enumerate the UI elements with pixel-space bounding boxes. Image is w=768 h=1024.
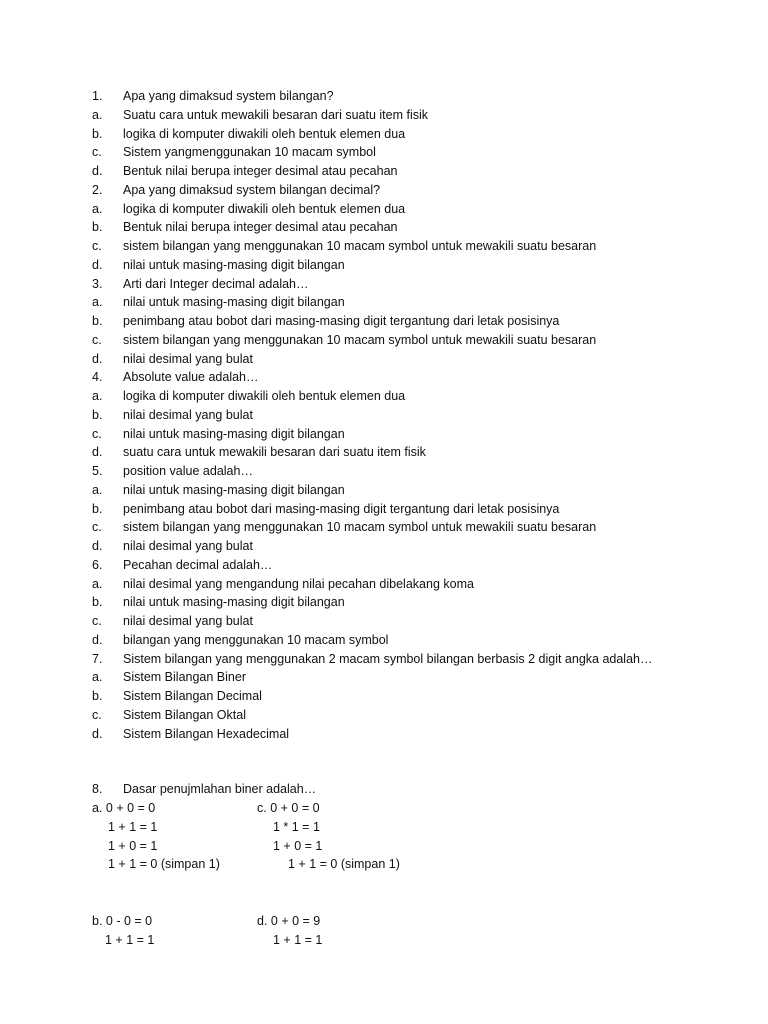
question-text: Apa yang dimaksud system bilangan?	[123, 89, 334, 103]
list-marker: 3.	[92, 276, 103, 291]
question-6	[92, 556, 712, 575]
option-a-block	[92, 799, 220, 874]
option-text: nilai untuk masing-masing digit bilangan	[123, 426, 345, 441]
option-text: Bentuk nilai berupa integer desimal atau pecahan	[123, 220, 398, 235]
answer-option	[92, 668, 712, 687]
question-text: Pecahan decimal adalah…	[123, 557, 273, 572]
option-text: nilai desimal yang bulat	[123, 407, 253, 422]
option-text: nilai desimal yang bulat	[123, 539, 253, 553]
answer-option	[92, 725, 712, 744]
answer-option	[92, 312, 712, 331]
option-text: penimbang atau bobot dari masing-masing digit tergantung dari letak posisinya	[123, 314, 560, 328]
answer-option	[92, 612, 712, 631]
list-marker: c.	[92, 614, 102, 628]
answer-option	[92, 443, 712, 462]
list-marker: a.	[92, 295, 103, 310]
answer-option	[92, 537, 712, 556]
answer-option	[92, 500, 712, 519]
list-marker: c.	[92, 520, 102, 535]
question-8-header	[92, 780, 712, 799]
list-marker: d.	[92, 351, 103, 366]
option-line: b. 0 - 0 = 0	[92, 914, 153, 928]
question-4	[92, 368, 712, 387]
list-marker: c.	[92, 707, 102, 722]
list-marker: c.	[92, 332, 102, 347]
list-marker: 5.	[92, 464, 103, 478]
question-text: Dasar penujmlahan biner adalah…	[123, 782, 317, 796]
list-marker: 7.	[92, 651, 103, 666]
option-line: 1 + 1 = 1	[273, 932, 323, 947]
option-text: Bentuk nilai berupa integer desimal atau pecahan	[123, 164, 398, 178]
option-line: a. 0 + 0 = 0	[92, 801, 156, 815]
answer-option	[92, 143, 712, 162]
option-text: nilai desimal yang bulat	[123, 351, 253, 366]
option-text: Sistem Bilangan Decimal	[123, 689, 262, 703]
answer-option	[92, 425, 712, 444]
option-d-block	[257, 912, 322, 950]
list-marker: b.	[92, 407, 103, 422]
option-text: sistem bilangan yang menggunakan 10 macam symbol untuk mewakili suatu besaran	[123, 239, 597, 253]
option-text: nilai desimal yang bulat	[123, 614, 253, 628]
list-marker: b.	[92, 314, 103, 328]
list-marker: d.	[92, 726, 103, 741]
answer-option	[92, 481, 712, 500]
list-marker: c.	[92, 239, 102, 253]
question-list	[92, 87, 712, 743]
list-marker: d.	[92, 539, 103, 553]
answer-option	[92, 125, 712, 144]
answer-option	[92, 575, 712, 594]
option-line: d. 0 + 0 = 9	[257, 914, 321, 928]
list-marker: d.	[92, 632, 103, 647]
list-marker: a.	[92, 576, 103, 591]
list-marker: 2.	[92, 182, 103, 197]
option-text: nilai untuk masing-masing digit bilangan	[123, 595, 345, 610]
answer-option	[92, 331, 712, 350]
list-marker: a.	[92, 107, 103, 122]
question-text: Apa yang dimaksud system bilangan decimal?	[123, 182, 381, 197]
answer-option	[92, 218, 712, 237]
option-text: logika di komputer diwakili oleh bentuk elemen dua	[123, 389, 406, 403]
answer-option	[92, 237, 712, 256]
list-marker: a.	[92, 482, 103, 497]
option-c-block	[257, 799, 400, 874]
list-marker: 1.	[92, 89, 103, 103]
option-text: bilangan yang menggunakan 10 macam symbol	[123, 632, 389, 647]
option-line: 1 + 1 = 1	[108, 819, 158, 834]
list-marker: a.	[92, 389, 103, 403]
list-marker: b.	[92, 126, 103, 141]
list-marker: b.	[92, 220, 103, 235]
list-marker: a.	[92, 201, 103, 216]
option-line: 1 + 0 = 1	[108, 838, 158, 853]
question-7	[92, 650, 712, 669]
question-5	[92, 462, 712, 481]
option-b-block	[92, 912, 154, 950]
list-marker: d.	[92, 257, 103, 272]
option-text: Sistem Bilangan Biner	[123, 670, 246, 685]
option-text: penimbang atau bobot dari masing-masing digit tergantung dari letak posisinya	[123, 501, 560, 516]
option-text: suatu cara untuk mewakili besaran dari suatu item fisik	[123, 445, 426, 460]
option-line: 1 + 1 = 0 (simpan 1)	[288, 857, 400, 872]
list-marker: 6.	[92, 557, 103, 572]
question-3	[92, 275, 712, 294]
answer-option	[92, 706, 712, 725]
answer-option	[92, 631, 712, 650]
answer-option	[92, 106, 712, 125]
option-line: 1 + 1 = 1	[105, 932, 155, 947]
question-text: position value adalah…	[123, 464, 253, 478]
option-text: Sistem yangmenggunakan 10 macam symbol	[123, 145, 376, 160]
option-text: sistem bilangan yang menggunakan 10 macam symbol untuk mewakili suatu besaran	[123, 332, 597, 347]
option-text: sistem bilangan yang menggunakan 10 macam symbol untuk mewakili suatu besaran	[123, 520, 597, 535]
answer-option	[92, 162, 712, 181]
list-marker: b.	[92, 689, 103, 703]
list-marker: d.	[92, 164, 103, 178]
question-text: Absolute value adalah…	[123, 370, 259, 385]
answer-option	[92, 293, 712, 312]
question-8	[92, 780, 712, 947]
list-marker: 8.	[92, 782, 103, 796]
option-text: nilai desimal yang mengandung nilai pecahan dibelakang koma	[123, 576, 474, 591]
option-text: Sistem Bilangan Hexadecimal	[123, 726, 290, 741]
question-text: Sistem bilangan yang menggunakan 2 macam symbol bilangan berbasis 2 digit angka adalah…	[123, 651, 653, 666]
list-marker: 4.	[92, 370, 103, 385]
option-text: Suatu cara untuk mewakili besaran dari suatu item fisik	[123, 107, 429, 122]
question-1	[92, 87, 712, 106]
option-text: Sistem Bilangan Oktal	[123, 707, 246, 722]
list-marker: b.	[92, 595, 103, 610]
answer-option	[92, 406, 712, 425]
option-line: 1 + 1 = 0 (simpan 1)	[108, 857, 220, 872]
option-text: logika di komputer diwakili oleh bentuk elemen dua	[123, 201, 406, 216]
question-text: Arti dari Integer decimal adalah…	[123, 276, 309, 291]
answer-option	[92, 518, 712, 537]
list-marker: a.	[92, 670, 103, 685]
option-line: c. 0 + 0 = 0	[257, 801, 320, 815]
list-marker: d.	[92, 445, 103, 460]
option-line: 1 + 0 = 1	[273, 838, 323, 853]
question-2	[92, 181, 712, 200]
option-line: 1 * 1 = 1	[273, 819, 320, 834]
option-text: nilai untuk masing-masing digit bilangan	[123, 295, 345, 310]
answer-option	[92, 350, 712, 369]
option-text: nilai untuk masing-masing digit bilangan	[123, 482, 345, 497]
answer-option	[92, 593, 712, 612]
list-marker: b.	[92, 501, 103, 516]
option-text: nilai untuk masing-masing digit bilangan	[123, 257, 345, 272]
answer-option	[92, 200, 712, 219]
list-marker: c.	[92, 426, 102, 441]
option-text: logika di komputer diwakili oleh bentuk elemen dua	[123, 126, 406, 141]
answer-option	[92, 387, 712, 406]
list-marker: c.	[92, 145, 102, 160]
answer-option	[92, 256, 712, 275]
answer-option	[92, 687, 712, 706]
